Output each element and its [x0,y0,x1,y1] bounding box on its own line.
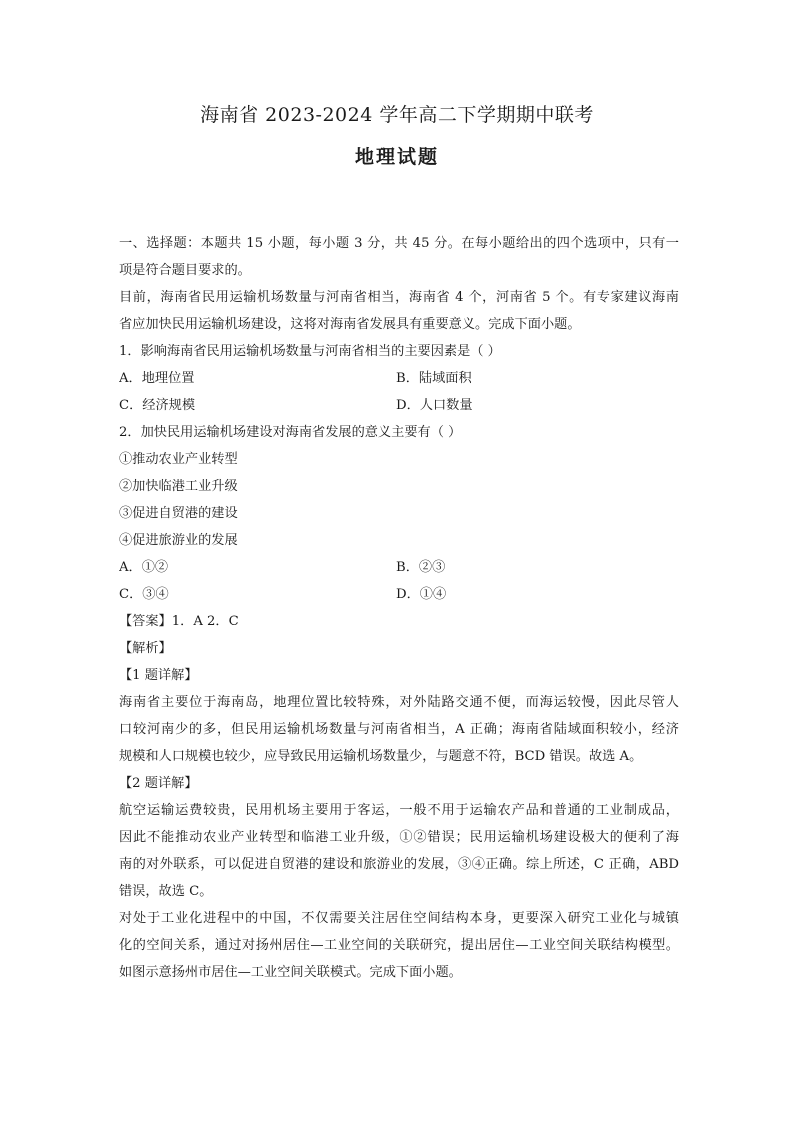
question-2-option-d: D．①④ [396,587,447,602]
question-2-options-row-2 [119,581,679,608]
question-1-explanation-label: 【1 题详解】 [119,668,198,683]
analysis-label: 【解析】 [119,641,172,656]
page-subtitle: 地理试题 [354,146,439,168]
section-heading-line-2: 项是符合题目要求的。 [119,263,251,278]
material-2-line-2: 化的空间关系，通过对扬州居住—工业空间的关联研究，提出居住—工业空间关联结构模型。 [119,938,679,953]
question-2-item-1: ①推动农业产业转型 [119,452,238,467]
question-1-explanation-line-2: 口较河南少的多，但民用运输机场数量与河南省相当，A 正确；海南省陆域面积较小，经济 [119,722,679,737]
question-2-explanation-line-1: 航空运输运费较贵，民用机场主要用于客运，一般不用于运输农产品和普通的工业制成品， [119,803,679,818]
material-1-line-2: 省应加快民用运输机场建设，这将对海南省发展具有重要意义。完成下面小题。 [119,317,581,332]
material-2-line-1: 对处于工业化进程中的中国，不仅需要关注居住空间结构本身，更要深入研究工业化与城镇 [119,911,679,926]
question-2-option-a: A．①② [119,560,169,575]
question-2-options-row-1 [119,554,679,581]
material-2-line-3: 如图示意扬州市居住—工业空间关联模式。完成下面小题。 [119,965,462,980]
question-2-explanation-line-2: 因此不能推动农业产业转型和临港工业升级，①②错误；民用运输机场建设极大的便利了海 [119,830,679,845]
question-1-option-c: C．经济规模 [119,398,196,413]
question-1-stem: 1．影响海南省民用运输机场数量与河南省相当的主要因素是（ ） [119,344,501,359]
answer-line: 【答案】1．A 2．C [119,614,239,629]
document-body [119,230,679,986]
question-1-options-row-1 [119,365,679,392]
question-1-option-b: B．陆域面积 [396,371,472,386]
question-2-item-2: ②加快临港工业升级 [119,479,238,494]
material-1-line-1: 目前，海南省民用运输机场数量与河南省相当，海南省 4 个，河南省 5 个。有专家建议海南 [119,290,679,305]
question-2-explanation-line-3: 南的对外联系，可以促进自贸港的建设和旅游业的发展，③④正确。综上所述，C 正确，ABD [119,857,679,872]
question-2-explanation-line-4: 错误，故选 C。 [119,884,213,899]
page-title: 海南省 2023-2024 学年高二下学期期中联考 [200,104,594,126]
question-2-stem: 2．加快民用运输机场建设对海南省发展的意义主要有（ ） [119,425,462,440]
question-1-option-a: A．地理位置 [119,371,195,386]
question-1-options-row-2 [119,392,679,419]
question-1-explanation-line-1: 海南省主要位于海南岛，地理位置比较特殊，对外陆路交通不便，而海运较慢，因此尽管人 [119,695,679,710]
question-2-explanation-label: 【2 题详解】 [119,776,198,791]
question-2-item-4: ④促进旅游业的发展 [119,533,238,548]
question-2-item-3: ③促进自贸港的建设 [119,506,238,521]
question-2-option-b: B．②③ [396,560,446,575]
question-2-option-c: C．③④ [119,587,169,602]
section-heading-line-1: 一、选择题：本题共 15 小题，每小题 3 分，共 45 分。在每小题给出的四个选项中，只有一 [119,236,679,251]
question-1-option-d: D．人口数量 [396,398,473,413]
question-1-explanation-line-3: 规模和人口规模也较少，应导致民用运输机场数量少，与题意不符，BCD 错误。故选 A。 [119,749,643,764]
